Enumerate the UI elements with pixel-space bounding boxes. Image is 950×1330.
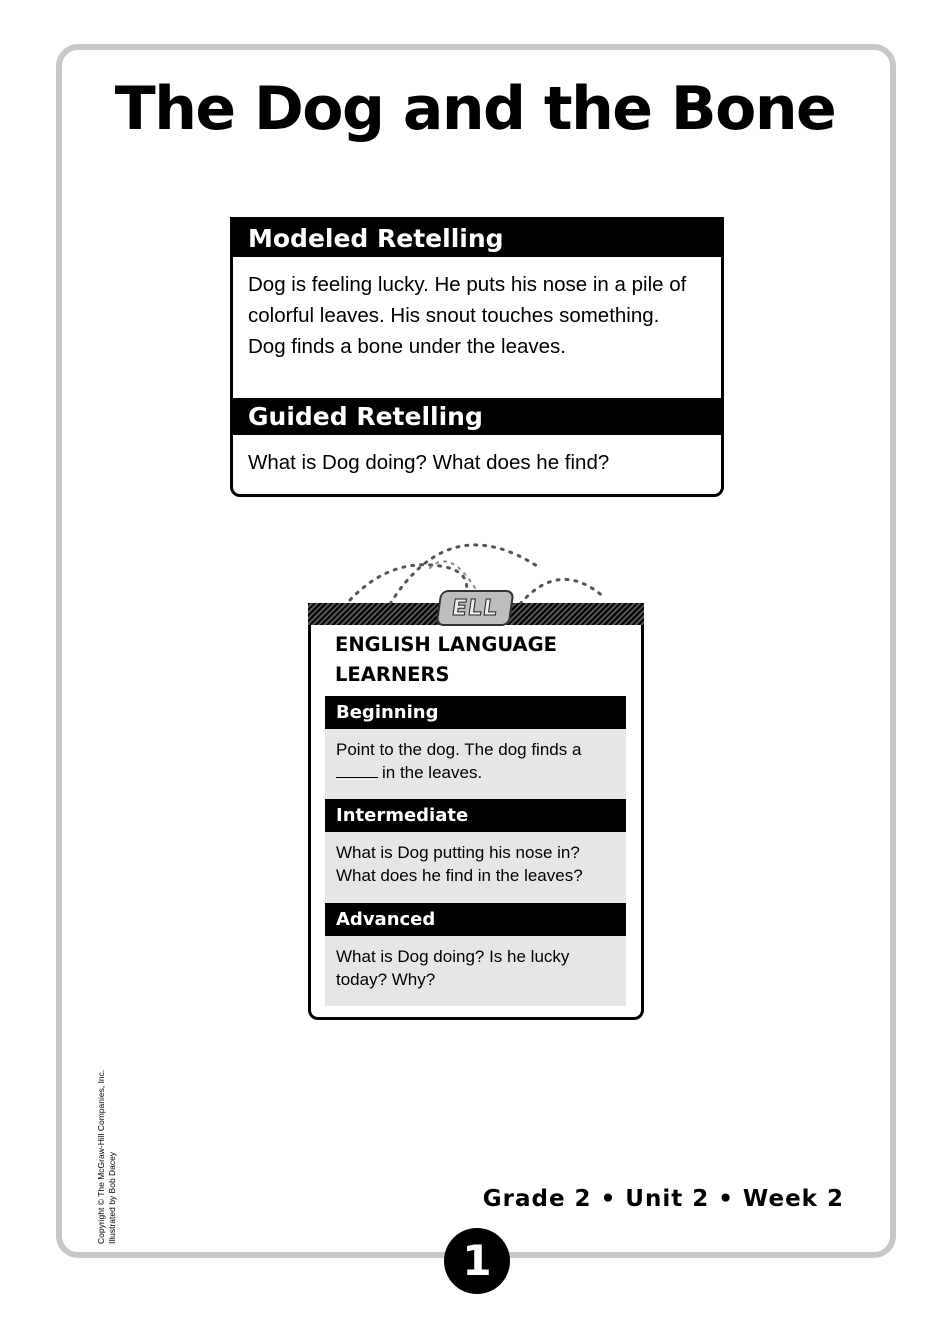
advanced-line: What is Dog doing? Is he lucky [336, 947, 570, 966]
advanced-heading: Advanced [325, 903, 626, 936]
modeled-line: Dog is feeling lucky. He puts his nose in a pile of [248, 273, 687, 296]
copyright-text: Copyright © The McGraw-Hill Companies, Inc. [96, 1069, 106, 1244]
illustrator-credit: Illustrated by Bob Dacey [107, 1151, 117, 1244]
beginning-prompt [325, 729, 626, 799]
advanced-prompt [325, 936, 626, 1006]
ell-title [335, 630, 615, 690]
ell-badge: ELL [435, 590, 514, 626]
modeled-retelling-heading: Modeled Retelling [233, 220, 721, 257]
guided-retelling-text: What is Dog doing? What does he find? [248, 451, 610, 474]
modeled-line: colorful leaves. His snout touches something. [248, 304, 660, 327]
retelling-box [230, 217, 724, 497]
beginning-heading: Beginning [325, 696, 626, 729]
advanced-line: today? Why? [336, 970, 436, 989]
beginning-line-2: in the leaves. [336, 761, 615, 784]
guided-retelling-heading: Guided Retelling [233, 398, 721, 435]
copyright-notice [96, 1070, 118, 1244]
intermediate-heading: Intermediate [325, 799, 626, 832]
intermediate-prompt [325, 832, 626, 903]
modeled-retelling-text [233, 257, 721, 398]
beginning-line: Point to the dog. The dog finds a [336, 740, 582, 759]
page-title: The Dog and the Bone [114, 74, 836, 144]
page-number: 1 [444, 1228, 510, 1294]
intermediate-line: What is Dog putting his nose in? [336, 843, 580, 862]
answer-blank [336, 777, 378, 778]
modeled-line: Dog finds a bone under the leaves. [248, 335, 566, 358]
ell-title-line: LEARNERS [335, 663, 450, 686]
intermediate-line: What does he find in the leaves? [336, 866, 583, 885]
grade-unit-week: Grade 2 • Unit 2 • Week 2 [482, 1186, 844, 1212]
ell-title-line: ENGLISH LANGUAGE [335, 633, 557, 656]
